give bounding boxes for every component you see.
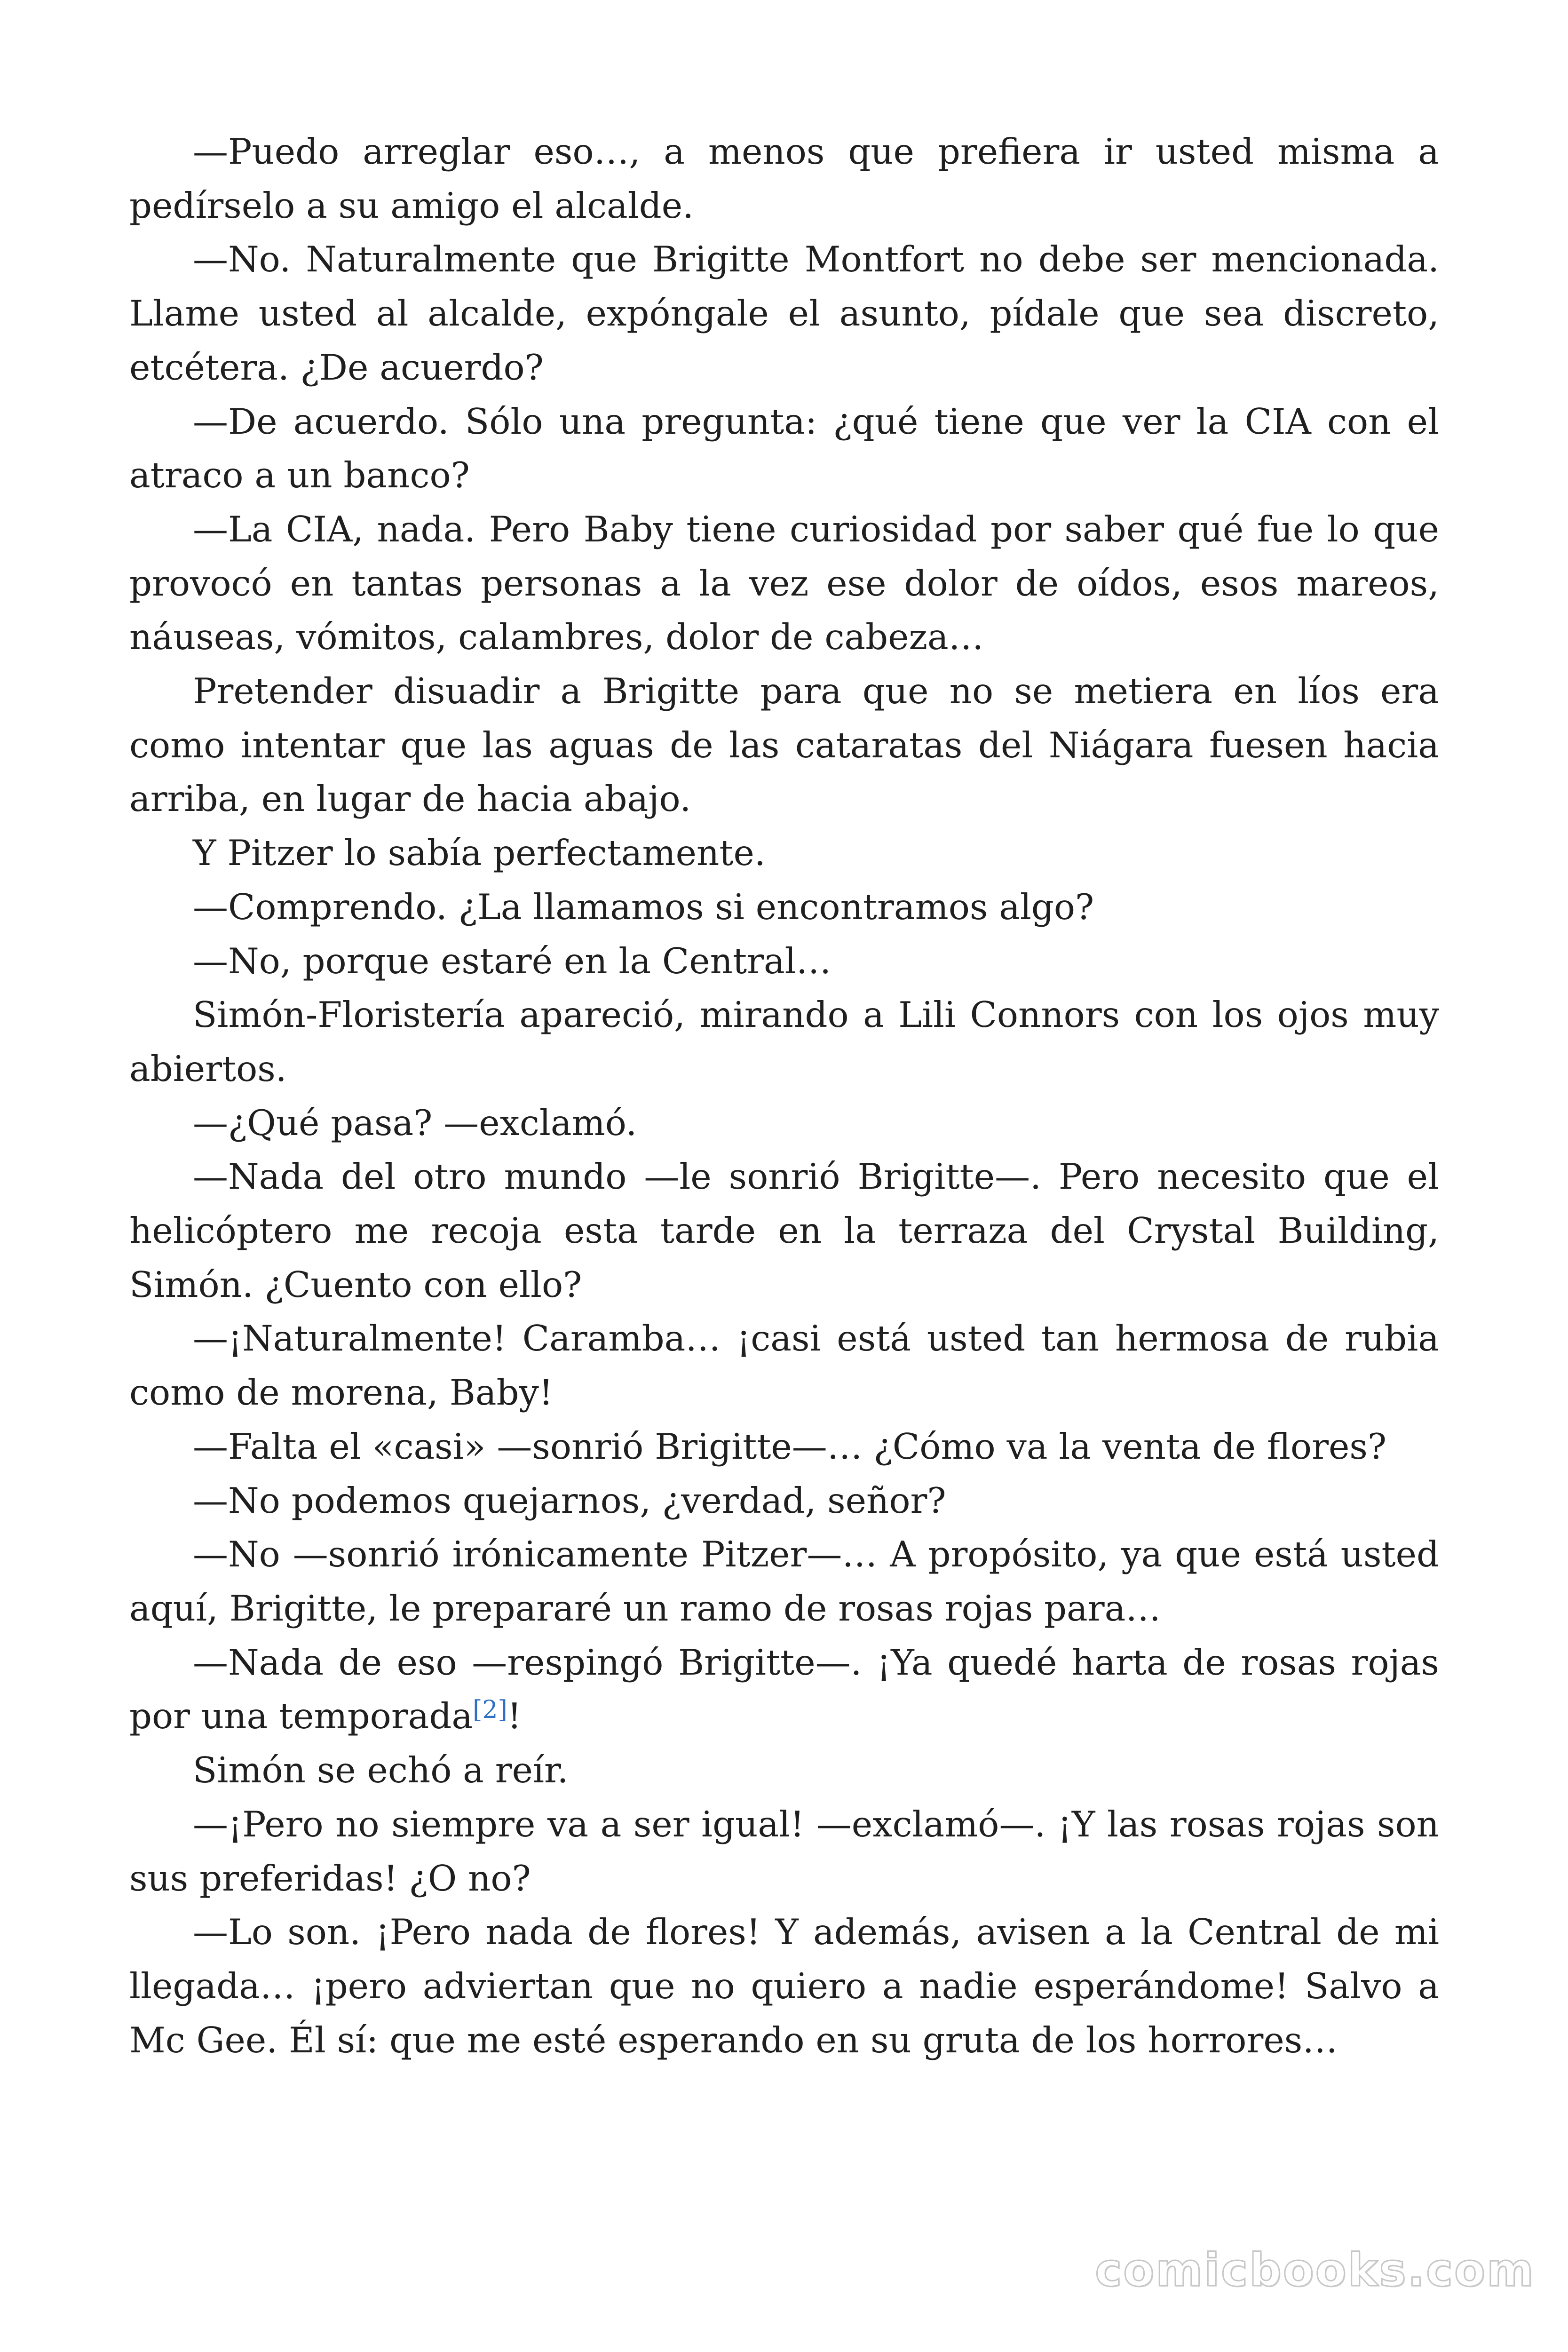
- paragraph: Simón se echó a reír.: [193, 1749, 569, 1791]
- paragraph-text-end: !: [507, 1695, 522, 1737]
- paragraph: —Comprendo. ¿La llamamos si encontramos algo?: [193, 886, 1094, 928]
- paragraph-text: —Nada de eso —respingó Brigitte—. ¡Ya quedé harta de rosas rojas por una temporada: [129, 1641, 1439, 1737]
- paragraph-with-footnote: [129, 1636, 1439, 1743]
- footnote-link[interactable]: [2]: [473, 1696, 507, 1724]
- paragraph: —¡Pero no siempre va a ser igual! —exclamó—. ¡Y las rosas rojas son sus preferidas! ¿O no?: [129, 1803, 1439, 1899]
- paragraph: —No. Naturalmente que Brigitte Montfort no debe ser mencionada. Llame usted al alcalde, expóngale el asunto, pídale que sea discreto, etcétera. ¿De acuerdo?: [129, 238, 1439, 388]
- paragraph: Pretender disuadir a Brigitte para que no se metiera en líos era como intentar que las aguas de las cataratas del Niágara fuesen hacia arriba, en lugar de hacia abajo.: [129, 670, 1439, 820]
- paragraph: —¡Naturalmente! Caramba… ¡casi está usted tan hermosa de rubia como de morena, Baby!: [129, 1318, 1439, 1414]
- paragraph: Y Pitzer lo sabía perfectamente.: [193, 832, 766, 874]
- watermark-logo: comicbooks.com: [1095, 2244, 1535, 2296]
- paragraph: —¿Qué pasa? —exclamó.: [193, 1102, 637, 1144]
- body-text: [129, 125, 1439, 2067]
- paragraph: —Nada del otro mundo —le sonrió Brigitte—. Pero necesito que el helicóptero me recoja esta tarde en la terraza del Crystal Building, Simón. ¿Cuento con ello?: [129, 1156, 1439, 1305]
- paragraph: —La CIA, nada. Pero Baby tiene curiosidad por saber qué fue lo que provocó en tantas personas a la vez ese dolor de oídos, esos mareos, náuseas, vómitos, calambres, dolor de cabeza…: [129, 508, 1439, 658]
- paragraph: —No, porque estaré en la Central…: [193, 940, 832, 982]
- paragraph: —Lo son. ¡Pero nada de flores! Y además, avisen a la Central de mi llegada… ¡pero adviertan que no quiero a nadie esperándome! Salvo a Mc Gee. Él sí: que me esté esperando en su gruta de los horrores…: [129, 1911, 1439, 2061]
- paragraph: —De acuerdo. Sólo una pregunta: ¿qué tiene que ver la CIA con el atraco a un banco?: [129, 400, 1439, 496]
- paragraph: Simón-Floristería apareció, mirando a Lili Connors con los ojos muy abiertos.: [129, 994, 1439, 1089]
- paragraph: —Puedo arreglar eso…, a menos que prefiera ir usted misma a pedírselo a su amigo el alcalde.: [129, 131, 1439, 226]
- paragraph: —Falta el «casi» —sonrió Brigitte—… ¿Cómo va la venta de flores?: [193, 1425, 1387, 1467]
- paragraph: —No podemos quejarnos, ¿verdad, señor?: [193, 1479, 946, 1521]
- paragraph: —No —sonrió irónicamente Pitzer—… A propósito, ya que está usted aquí, Brigitte, le prepararé un ramo de rosas rojas para…: [129, 1534, 1439, 1629]
